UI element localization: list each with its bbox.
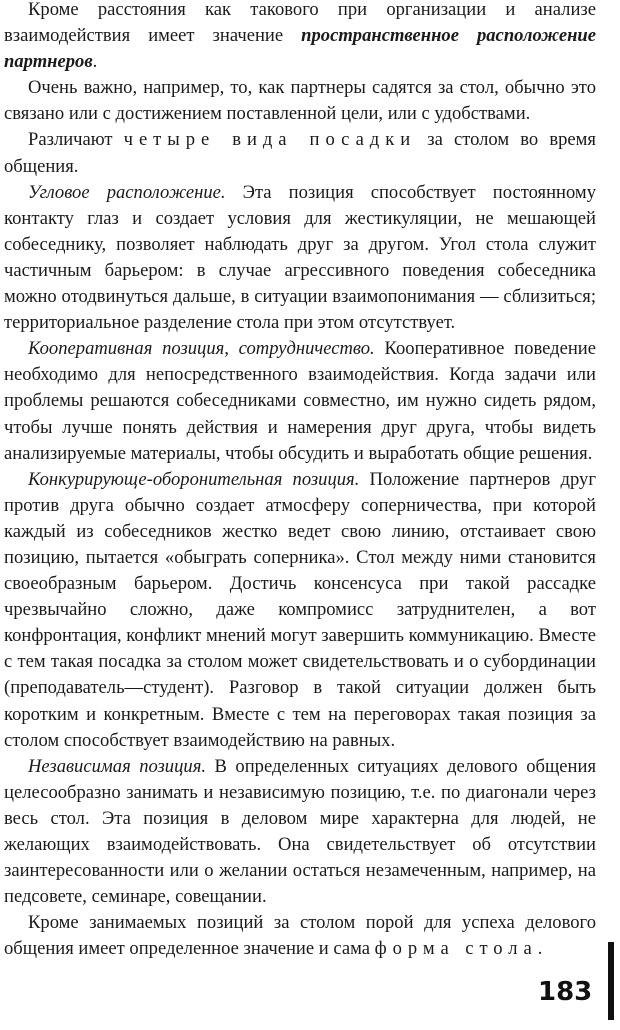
text-run: Различают — [28, 129, 124, 151]
emphasis-run: четыре вида посадки — [123, 129, 417, 151]
paragraph — [4, 75, 596, 127]
text-run: за столом во время общения. — [4, 129, 596, 177]
text-run: . — [537, 938, 543, 960]
paragraph — [4, 467, 596, 754]
paragraph — [4, 910, 596, 962]
emphasis-run: Угловое расположение. — [28, 181, 226, 203]
page-number: 183 — [538, 977, 593, 1007]
text-run: Кооперативное поведение необходимо для непосредственного взаимодействия. Когда задачи или проблемы решаются собеседниками совместно, им нужно сидеть рядом, чтобы лучше понять действия и намерения друг друга, чтобы видеть анализируемые материалы, чтобы обсудить и выработать общие решения. — [4, 338, 596, 464]
page-edge-mark — [608, 942, 614, 1020]
paragraph — [4, 0, 596, 75]
paragraph — [4, 336, 596, 466]
text-run: Положение партнеров друг против друга обычно создает атмосферу соперничества, при которой каждый из собеседников жестко ведет свою линию, отстаивает свою позицию, пытается «обыграть соперника». Стол между ними становится своеобразным барьером. Достичь консенсуса при такой рассадке чрезвычайно сложно, даже компромисс затруднителен, а вот конфронтация, конфликт мнений могут завершить коммуникацию. Вместе с тем такая посадка за столом может свидетельствовать и о субординации (преподаватель—студент). Разговор в такой ситуации должен быть коротким и конкретным. Вместе с тем на переговорах такая позиция за столом способствует взаимодействию на равных. — [4, 468, 596, 751]
text-run: Кроме занимаемых позиций за столом порой для успеха делового общения имеет определенное значение и сама — [4, 912, 596, 960]
text-run: В определенных ситуациях делового общения целесообразно занимать и независимую позицию, т.е. по диагонали через весь стол. Эта позиция в деловом мире характерна для людей, не желающих взаимодействовать. Она свидетельствует об отсутствии заинтересованности или о желании остаться незамеченным, например, на педсовете, семинаре, совещании. — [4, 755, 596, 908]
emphasis-run: Независимая позиция. — [28, 755, 206, 777]
text-run: Кроме расстояния как такового при организации и анализе взаимодействия имеет значение — [4, 0, 596, 47]
emphasis-run: Конкурирующе-оборонительная позиция. — [28, 468, 360, 490]
emphasis-run: пространственное расположение партнеров — [4, 25, 596, 73]
body-text — [4, 0, 596, 962]
text-run: . — [92, 51, 98, 73]
emphasis-run: Кооперативная позиция, сотрудничество. — [28, 338, 375, 360]
paragraph — [4, 754, 596, 911]
paragraph — [4, 127, 596, 179]
text-run: Очень важно, например, то, как партнеры садятся за стол, обычно это связано или с достижением поставленной цели, или с удобствами. — [4, 77, 596, 125]
paragraph — [4, 180, 596, 337]
text-run: Эта позиция способствует постоянному контакту глаз и создает условия для жестикуляции, не мешающей собеседнику, позволяет наблюдать друг за другом. Угол стола служит частичным барьером: в случае агрессивного поведения собеседника можно отодвинуться дальше, в ситуации взаимопонимания — сблизиться; территориальное разделение стола при этом отсутствует. — [4, 181, 596, 334]
emphasis-run: форма стола — [374, 938, 538, 960]
